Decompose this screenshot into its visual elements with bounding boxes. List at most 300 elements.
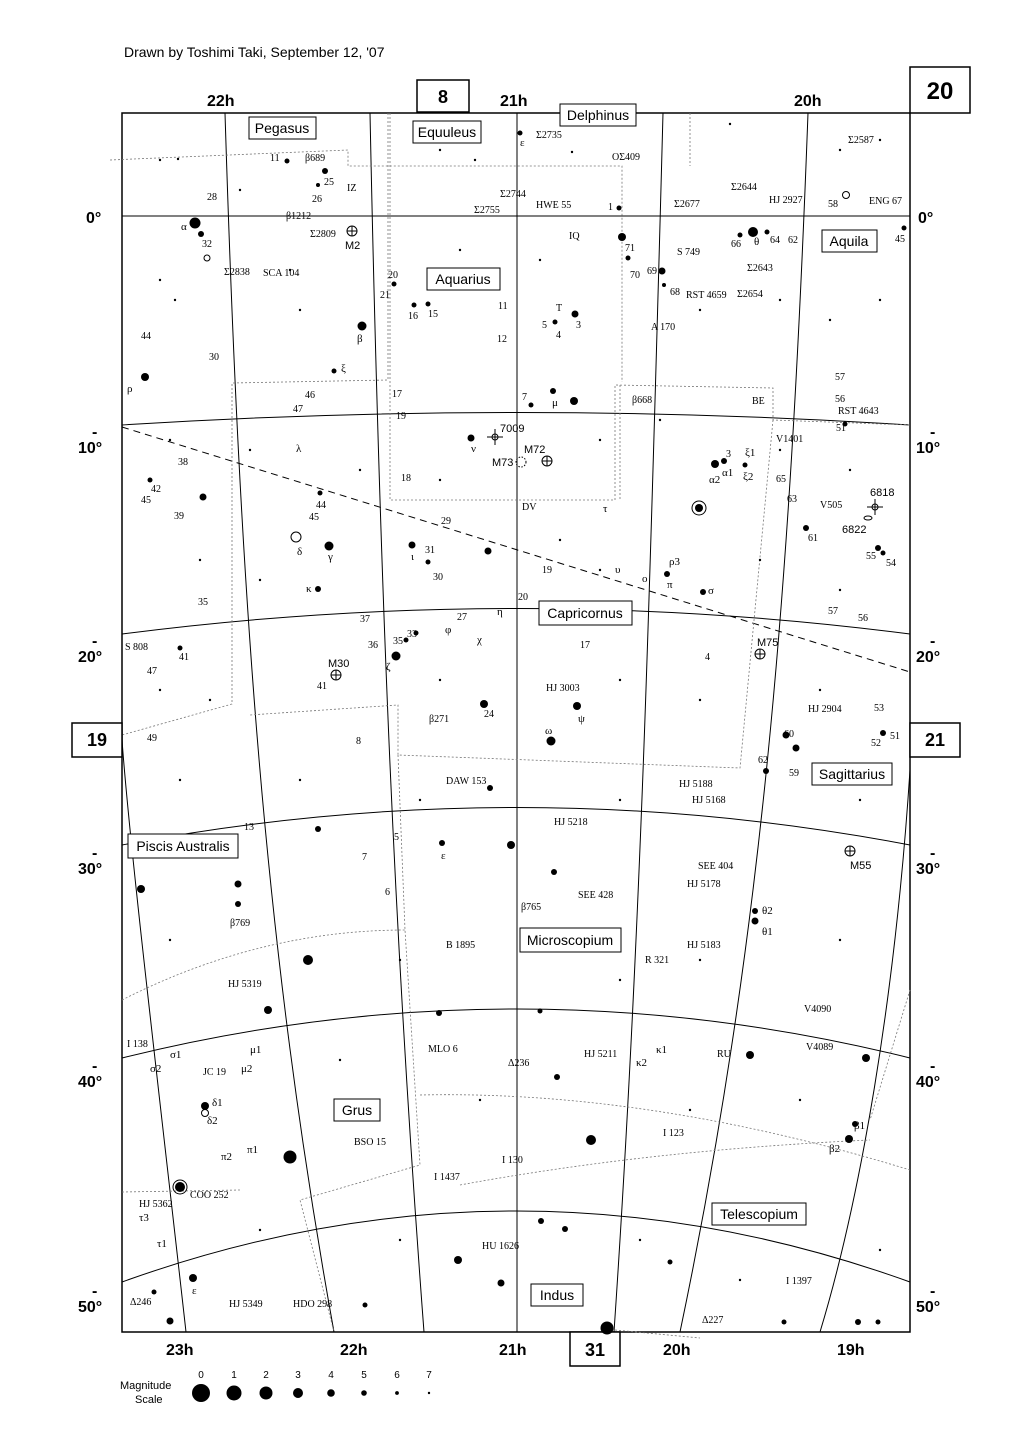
double-label: Σ2587 [848,135,874,146]
star [855,1319,861,1325]
double-label: V505 [820,500,843,511]
faint-star [299,309,301,311]
dso-label-m30: M30 [328,658,350,670]
dec-left-50-value: 50° [78,1299,103,1316]
star [746,1051,754,1059]
magnitude-dot-7 [428,1392,430,1394]
star [426,560,431,565]
double-label: SCA 104 [263,268,300,279]
number-label: 51 [890,731,900,742]
greek-label: κ1 [656,1044,668,1056]
double-label: HDO 298 [293,1299,333,1310]
dec-left-10-sign: - [92,424,98,441]
star [201,1102,209,1110]
star [332,369,337,374]
number-label: 64 [770,235,780,246]
star [392,282,397,287]
star [618,233,626,241]
faint-star [359,469,361,471]
number-label: 41 [179,652,189,663]
faint-star [739,1279,741,1281]
faint-star [699,959,701,961]
number-label: 5 [542,320,547,331]
number-label: 56 [858,613,868,624]
dec-right-30-value: 30° [916,861,941,878]
star [392,652,401,661]
dec-right-10-value: 10° [916,440,941,457]
number-label: 24 [484,709,494,720]
double-label: β769 [230,918,251,929]
number-label: 41 [317,681,327,692]
number-label: 38 [178,457,188,468]
star [480,700,488,708]
greek-label: τ [603,503,608,515]
number-label: 44 [141,331,151,342]
greek-label: σ1 [170,1049,182,1061]
faint-star [879,1249,881,1251]
dec-left-10 [78,424,102,457]
greek-label: ρ [127,383,133,395]
magnitude-dot-0 [192,1384,210,1402]
star [765,230,770,235]
double-label: COO 252 [190,1190,229,1201]
flamsteed-labels [141,153,905,898]
ra-bottom-23h: 23h [166,1342,194,1359]
double-label: Δ227 [702,1315,724,1326]
dso-label-7009: 7009 [500,423,525,435]
double-label: DV [522,502,537,513]
star [573,702,581,710]
dec-right-50-sign: - [930,1283,936,1300]
greek-label: η [497,606,503,618]
star [529,403,534,408]
double-label: Σ2838 [224,267,250,278]
double-label: β668 [632,395,653,406]
greek-label: π1 [247,1144,259,1156]
faint-star [779,449,781,451]
double-label: T [556,303,563,314]
faint-star [571,151,573,153]
greek-label: α [181,221,187,233]
faint-star [619,679,621,681]
star [700,589,706,595]
dec-left-30-sign: - [92,845,98,862]
dec-left-40-value: 40° [78,1074,103,1091]
double-label: RST 4659 [686,290,727,301]
double-label: HJ 2904 [808,704,842,715]
greek-label: κ2 [636,1057,648,1069]
double-label: RU [717,1049,731,1060]
number-label: 36 [368,640,378,651]
star [303,955,313,965]
number-label: 70 [630,270,640,281]
star [198,231,204,237]
magnitude-dot-4 [327,1389,335,1397]
double-label: IZ [347,183,357,194]
faint-star [439,679,441,681]
number-label: 47 [147,666,157,677]
double-label: DAW 153 [446,776,487,787]
greek-label: δ2 [207,1115,218,1127]
double-label: Σ2735 [536,130,562,141]
double-label: HJ 5211 [584,1049,618,1060]
star [264,1006,272,1014]
greek-label: β1 [854,1120,866,1132]
star [190,218,201,229]
number-label: 4 [556,330,561,341]
faint-star [699,309,701,311]
magnitude-value-4: 4 [328,1370,334,1381]
dso-label-m73: M73 [492,457,514,469]
faint-star [399,959,401,961]
faint-star [599,439,601,441]
magnitude-value-6: 6 [394,1370,400,1381]
faint-star [639,1239,641,1241]
star [862,1054,870,1062]
star [902,226,907,231]
number-label: 35 [393,636,403,647]
number-label: 51 [836,423,846,434]
number-label: 39 [174,511,184,522]
number-label: 5 [394,832,399,843]
dec-right-20-value: 20° [916,649,941,666]
number-label: 19 [542,565,552,576]
double-label: I 1397 [786,1276,812,1287]
faint-star [159,159,161,161]
star [793,745,800,752]
magnitude-scale-title: Magnitude [120,1380,172,1392]
constellation-telescopium: Telescopium [720,1206,798,1222]
nebula-6818-rays [867,499,883,515]
double-label: β1212 [286,211,312,222]
faint-star [829,319,831,321]
dec-right-30 [916,845,940,878]
star [358,322,367,331]
faint-star [239,189,241,191]
star [763,768,769,774]
greek-label: σ [708,585,714,597]
star [412,303,417,308]
double-label: BE [752,396,765,407]
double-label: Σ2643 [747,263,773,274]
number-label: 11 [270,153,280,164]
faint-star [209,699,211,701]
double-label: HJ 5218 [554,817,588,828]
number-label: 13 [244,822,254,833]
star [626,256,631,261]
magnitude-dot-2 [260,1387,273,1400]
faint-star [179,779,181,781]
faint-star [459,249,461,251]
magnitude-dot-3 [293,1388,303,1398]
double-label: HJ 3003 [546,683,580,694]
double-label: Σ2744 [500,189,526,200]
constellation-piscis-australis: Piscis Australis [136,838,230,854]
greek-label: θ [754,236,760,248]
double-label: I 130 [502,1155,523,1166]
star [572,311,579,318]
constellation-indus: Indus [539,1287,575,1303]
star [167,1318,174,1325]
faint-star [439,479,441,481]
double-label: HJ 5349 [229,1299,263,1310]
faint-star [819,689,821,691]
star [538,1009,543,1014]
double-label: ΟΣ409 [612,152,641,163]
double-label: HJ 5188 [679,779,713,790]
number-label: 45 [309,512,319,523]
number-label: 52 [871,738,881,749]
greek-label: κ [306,583,312,595]
star [845,1135,853,1143]
star [200,494,207,501]
double-label: I 123 [663,1128,684,1139]
ra-bottom-21h: 21h [499,1342,527,1359]
number-label: 15 [428,309,438,320]
greek-label: ο [642,573,648,585]
variable-star-icon [843,192,850,199]
double-label: β271 [429,714,450,725]
double-label: RST 4643 [838,406,879,417]
double-label: JC 19 [203,1067,227,1078]
greek-label: ξ2 [743,471,754,483]
greek-label: χ [477,634,482,646]
ra-top-20h: 20h [794,93,822,110]
dec-left-20-value: 20° [78,649,103,666]
double-label: BSO 15 [354,1137,386,1148]
chart-number-8: 8 [437,87,449,107]
star [141,373,149,381]
star [554,1074,560,1080]
greek-label: θ2 [762,905,773,917]
star [178,646,183,651]
faint-star [659,419,661,421]
dec-left-10-value: 10° [78,440,103,457]
dso-label-6822: 6822 [842,524,867,536]
dso-label-m75: M75 [757,637,779,649]
faint-star [479,1099,481,1101]
number-label: 58 [828,199,838,210]
constellation-microscopium: Microscopium [526,932,614,948]
star [318,491,323,496]
greek-label: μ2 [241,1063,253,1075]
number-label: 31 [425,545,435,556]
star [315,826,321,832]
greek-label: ε [192,1285,197,1297]
star [325,542,334,551]
dec-left-40 [78,1058,102,1091]
dec-left-40-sign: - [92,1058,98,1075]
constellation-grus: Grus [341,1102,373,1118]
star [235,901,241,907]
star [711,460,719,468]
number-label: 28 [207,192,217,203]
double-label: β689 [305,153,326,164]
star [487,785,493,791]
greek-label: ε [520,137,525,149]
number-label: 21 [380,290,390,301]
star [426,302,431,307]
number-label: 17 [392,389,402,400]
star [507,841,515,849]
number-label: 6 [385,887,390,898]
dec-left-20-sign: - [92,633,98,650]
star [285,159,290,164]
faint-star [699,699,701,701]
greek-label: π [667,579,673,591]
number-label: 26 [312,194,322,205]
number-label: 63 [787,494,797,505]
number-label: 1 [608,202,613,213]
star [880,730,886,736]
variable-star-icon [204,255,210,261]
star [695,504,703,512]
constellation-aquila: Aquila [829,233,869,249]
dec-right-40 [916,1058,940,1091]
magnitude-value-7: 7 [426,1370,432,1381]
number-label: 55 [866,551,876,562]
greek-label: β [357,333,363,345]
chart-number-19: 19 [86,730,108,750]
star [485,548,492,555]
dso-label-6818: 6818 [870,487,895,499]
star [235,881,242,888]
faint-star [729,123,731,125]
faint-star [199,559,201,561]
dec-right-10-sign: - [930,424,936,441]
magnitude-value-2: 2 [263,1370,269,1381]
greek-label: μ [552,397,558,409]
faint-star [839,589,841,591]
chart-number-boxes [72,67,970,1366]
double-label: HJ 2927 [769,195,803,206]
number-label: 66 [731,239,741,250]
number-label: 44 [316,500,326,511]
greek-label: τ3 [139,1212,149,1224]
star [547,737,556,746]
faint-star [619,799,621,801]
star [363,1303,368,1308]
faint-star [619,979,621,981]
number-label: 57 [828,606,838,617]
number-label: 20 [388,270,398,281]
number-label: 35 [198,597,208,608]
number-label: 25 [324,177,334,188]
number-label: 8 [356,736,361,747]
ra-bottom-labels [166,1342,865,1359]
faint-star [539,259,541,261]
greek-label: θ1 [762,926,773,938]
number-label: 45 [141,495,151,506]
number-label: 45 [895,234,905,245]
double-label: HWE 55 [536,200,572,211]
constellation-equuleus: Equuleus [417,124,477,140]
number-label: 20 [518,592,528,603]
double-label: MLO 6 [428,1044,458,1055]
dec-left-50-sign: - [92,1283,98,1300]
star [881,551,886,556]
number-label: 30 [433,572,443,583]
faint-star [779,299,781,301]
faint-star [339,1059,341,1061]
number-label: 71 [625,243,635,254]
dec-left-30 [78,845,102,878]
double-label: Σ2677 [674,199,700,210]
credit-text: Drawn by Toshimi Taki, September 12, '07 [124,44,385,60]
greek-label: α2 [709,474,721,486]
number-label: 27 [457,612,467,623]
greek-label: ξ1 [745,447,756,459]
star [752,908,758,914]
faint-star [859,799,861,801]
number-label: 29 [441,516,451,527]
double-label: Δ246 [130,1297,152,1308]
faint-star [419,799,421,801]
dec-left-50 [78,1283,102,1316]
double-label: SEE 404 [698,861,734,872]
magnitude-value-1: 1 [231,1370,237,1381]
number-label: 65 [776,474,786,485]
greek-label: ψ [578,713,585,725]
greek-labels [127,137,865,1297]
double-label: R 321 [645,955,670,966]
number-label: 32 [202,239,212,250]
number-label: 68 [670,287,680,298]
star [550,388,556,394]
dso-label-m2: M2 [345,240,361,252]
number-label: 7 [522,392,527,403]
greek-label: π2 [221,1151,233,1163]
double-label: SEE 428 [578,890,614,901]
greek-label: β2 [829,1143,841,1155]
star [439,840,445,846]
double-label: V4089 [806,1042,834,1053]
chart-number-20: 20 [926,78,954,105]
greek-label: γ [328,551,333,563]
star [752,918,759,925]
star [551,869,557,875]
number-label: 19 [396,411,406,422]
dec-left-30-value: 30° [78,861,103,878]
dec-right-10 [916,424,940,457]
star [659,268,666,275]
magnitude-value-5: 5 [361,1370,367,1381]
variable-star-icon [291,532,301,542]
number-label: 62 [788,235,798,246]
dec-labels-left [78,210,102,1316]
double-label: HJ 5362 [139,1199,173,1210]
star [189,1274,197,1282]
magnitude-value-3: 3 [295,1370,301,1381]
ra-bottom-20h: 20h [663,1342,691,1359]
number-label: 18 [401,473,411,484]
star [617,206,622,211]
double-label: I 138 [127,1039,148,1050]
star [409,542,416,549]
star [668,1260,673,1265]
faint-star [839,149,841,151]
dec-right-40-value: 40° [916,1074,941,1091]
double-star-labels [125,130,902,1326]
double-label: V4090 [804,1004,832,1015]
faint-star [159,279,161,281]
double-label: Δ236 [508,1058,530,1069]
star [518,131,523,136]
faint-star [439,149,441,151]
greek-label: τ1 [157,1238,167,1250]
dec-right-50 [916,1283,940,1316]
chart-frame [122,113,910,1332]
